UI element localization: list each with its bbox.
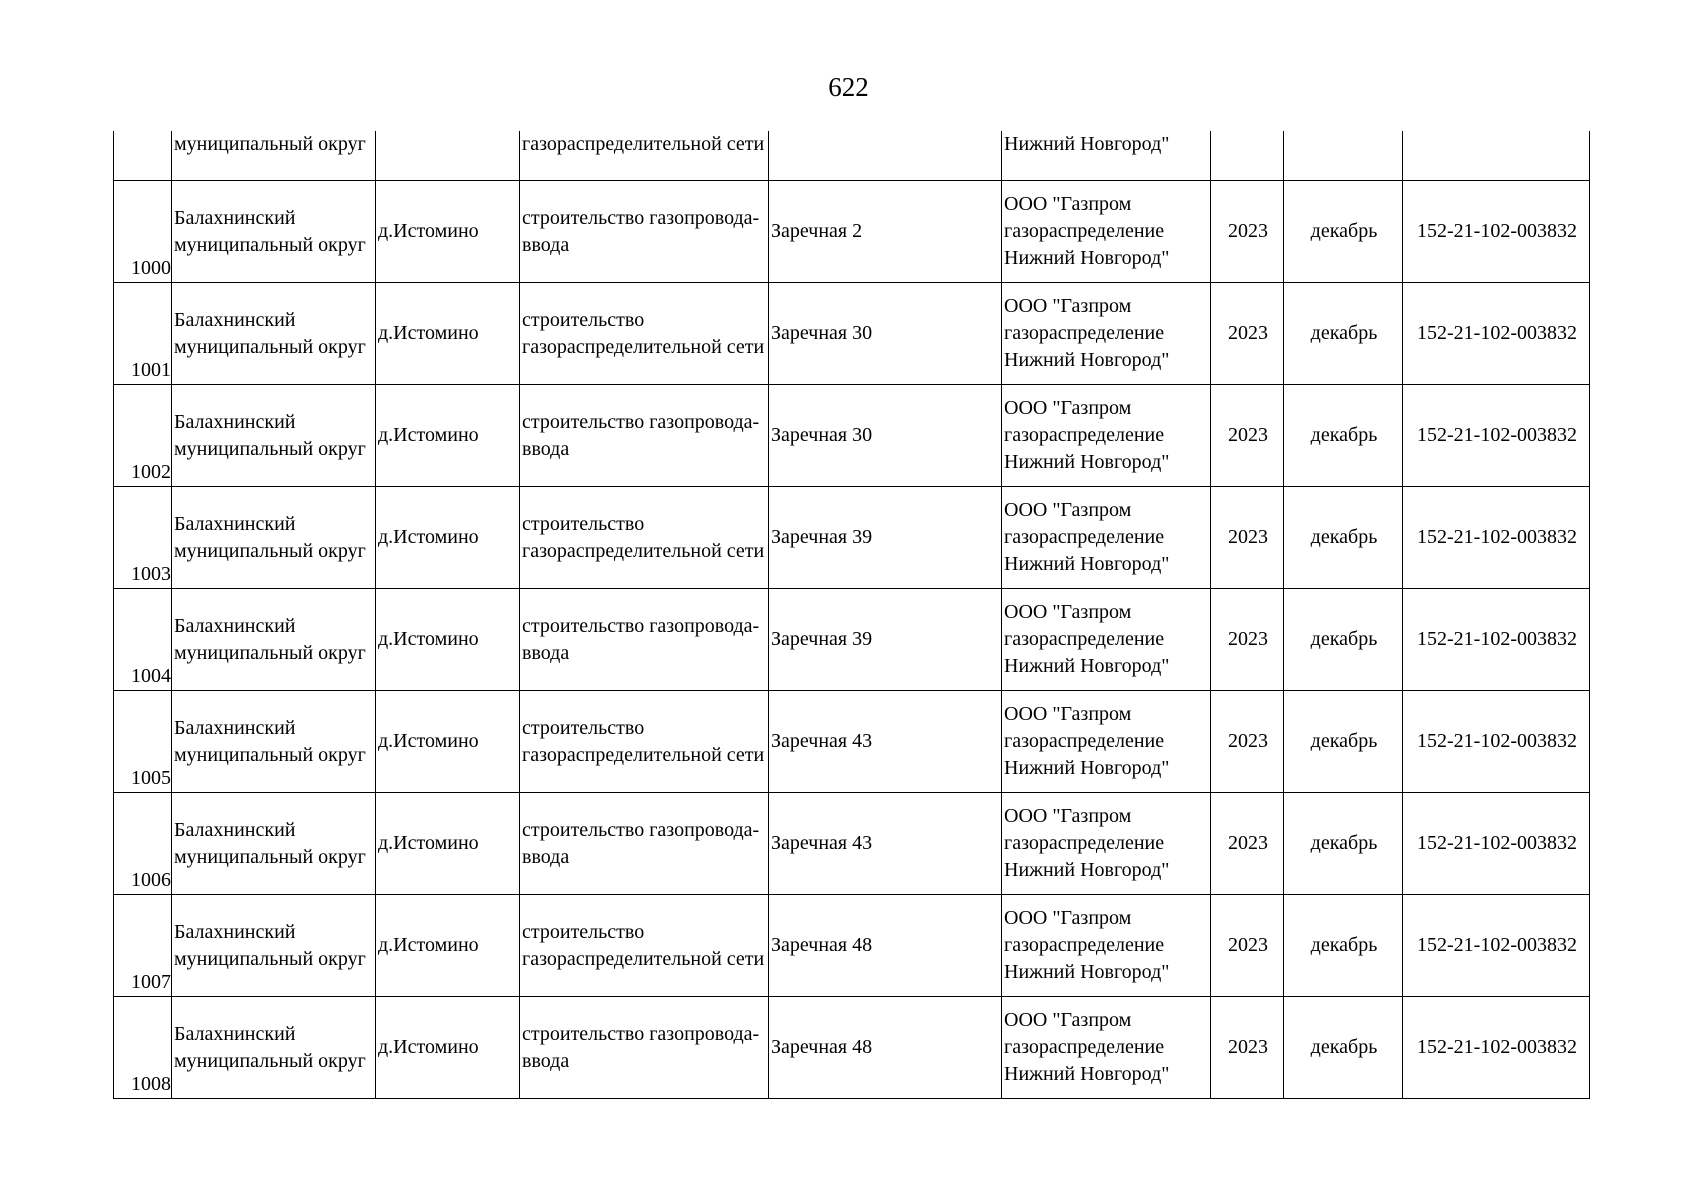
org-line-3: Нижний Новгород" (1004, 757, 1170, 779)
cell-org: Нижний Новгород" (1002, 131, 1211, 181)
cell-num: 1006 (114, 793, 172, 895)
cell-place: д.Истомино (376, 487, 520, 589)
cell-address: Заречная 48 (769, 895, 1002, 997)
cell-year: 2023 (1211, 487, 1284, 589)
work-line-2: газораспределительной сети (522, 539, 765, 562)
cell-year: 2023 (1211, 283, 1284, 385)
cell-place: д.Истомино (376, 181, 520, 283)
work-line-2: ввода (522, 233, 570, 256)
cell-month (1284, 131, 1403, 181)
continuation-row (114, 131, 1590, 181)
district-line-2: муниципальный округ (174, 335, 366, 358)
cell-code: 152-21-102-003832 (1403, 895, 1590, 997)
cell-code: 152-21-102-003832 (1403, 181, 1590, 283)
cell-year: 2023 (1211, 181, 1284, 283)
cell-num: 1002 (114, 385, 172, 487)
org-line-3: Нижний Новгород" (1004, 349, 1170, 371)
cell-month: декабрь (1284, 997, 1403, 1099)
cell-work (520, 997, 769, 1099)
cell-address: Заречная 39 (769, 589, 1002, 691)
cell-year: 2023 (1211, 997, 1284, 1099)
org-line-3: Нижний Новгород" (1004, 859, 1170, 881)
work-line-2: ввода (522, 845, 570, 868)
org-line-1: ООО "Газпром (1004, 703, 1132, 725)
cell-month: декабрь (1284, 385, 1403, 487)
cell-address: Заречная 43 (769, 691, 1002, 793)
cell-month: декабрь (1284, 793, 1403, 895)
cell-district (172, 589, 376, 691)
district-line-1: Балахнинский (174, 818, 296, 841)
table-row (114, 181, 1590, 283)
work-line-1: строительство (522, 512, 645, 535)
work-line-2: ввода (522, 1049, 570, 1072)
table-row (114, 283, 1590, 385)
district-line-1: Балахнинский (174, 512, 296, 535)
cell-org (1002, 589, 1211, 691)
cell-year: 2023 (1211, 691, 1284, 793)
table-row (114, 895, 1590, 997)
cell-work: газораспределительной сети (520, 131, 769, 181)
cell-num: 1005 (114, 691, 172, 793)
table-row (114, 385, 1590, 487)
district-line-2: муниципальный округ (174, 233, 366, 256)
work-line-2: ввода (522, 641, 570, 664)
org-line-1: ООО "Газпром (1004, 1009, 1132, 1031)
district-line-1: Балахнинский (174, 614, 296, 637)
work-line-1: строительство газопровода- (522, 614, 760, 637)
work-line-1: строительство (522, 920, 645, 943)
cell-place (376, 131, 520, 181)
cell-work (520, 181, 769, 283)
table-row (114, 691, 1590, 793)
org-line-1: ООО "Газпром (1004, 499, 1132, 521)
cell-district (172, 691, 376, 793)
cell-work (520, 385, 769, 487)
cell-org (1002, 181, 1211, 283)
cell-month: декабрь (1284, 487, 1403, 589)
org-line-1: ООО "Газпром (1004, 805, 1132, 827)
cell-place: д.Истомино (376, 283, 520, 385)
district-line-1: Балахнинский (174, 308, 296, 331)
org-line-2: газораспределение (1004, 322, 1165, 344)
cell-address: Заречная 48 (769, 997, 1002, 1099)
cell-work (520, 589, 769, 691)
org-line-1: ООО "Газпром (1004, 601, 1132, 623)
cell-code: 152-21-102-003832 (1403, 793, 1590, 895)
org-line-1: ООО "Газпром (1004, 193, 1132, 215)
cell-district (172, 997, 376, 1099)
work-line-2: газораспределительной сети (522, 947, 765, 970)
cell-month: декабрь (1284, 181, 1403, 283)
cell-year: 2023 (1211, 793, 1284, 895)
cell-district (172, 895, 376, 997)
cell-place: д.Истомино (376, 589, 520, 691)
cell-code: 152-21-102-003832 (1403, 487, 1590, 589)
district-line-2: муниципальный округ (174, 437, 366, 460)
org-line-2: газораспределение (1004, 1036, 1165, 1058)
cell-work (520, 793, 769, 895)
cell-month: декабрь (1284, 283, 1403, 385)
district-line-2: муниципальный округ (174, 947, 366, 970)
cell-year: 2023 (1211, 385, 1284, 487)
table-row (114, 487, 1590, 589)
org-line-2: газораспределение (1004, 628, 1165, 650)
work-line-1: строительство газопровода- (522, 206, 760, 229)
cell-district (172, 181, 376, 283)
district-line-1: Балахнинский (174, 206, 296, 229)
cell-month: декабрь (1284, 589, 1403, 691)
district-line-2: муниципальный округ (174, 539, 366, 562)
cell-address: Заречная 43 (769, 793, 1002, 895)
cell-work (520, 487, 769, 589)
district-line-1: Балахнинский (174, 920, 296, 943)
cell-num (114, 131, 172, 181)
cell-work (520, 895, 769, 997)
cell-code: 152-21-102-003832 (1403, 691, 1590, 793)
cell-work (520, 691, 769, 793)
cell-district: муниципальный округ (172, 131, 376, 181)
org-line-2: газораспределение (1004, 220, 1165, 242)
org-line-2: газораспределение (1004, 730, 1165, 752)
cell-address: Заречная 2 (769, 181, 1002, 283)
work-line-2: ввода (522, 437, 570, 460)
cell-address: Заречная 39 (769, 487, 1002, 589)
cell-code: 152-21-102-003832 (1403, 997, 1590, 1099)
page-number: 622 (828, 72, 869, 102)
org-line-3: Нижний Новгород" (1004, 451, 1170, 473)
cell-num: 1008 (114, 997, 172, 1099)
work-line-1: строительство (522, 716, 645, 739)
cell-work (520, 283, 769, 385)
cell-num: 1007 (114, 895, 172, 997)
org-line-1: ООО "Газпром (1004, 295, 1132, 317)
work-line-1: строительство (522, 308, 645, 331)
cell-code: 152-21-102-003832 (1403, 283, 1590, 385)
cell-year (1211, 131, 1284, 181)
district-line-1: Балахнинский (174, 410, 296, 433)
org-line-2: газораспределение (1004, 424, 1165, 446)
cell-place: д.Истомино (376, 793, 520, 895)
cell-org (1002, 283, 1211, 385)
district-line-2: муниципальный округ (174, 1049, 366, 1072)
cell-address (769, 131, 1002, 181)
table-row (114, 589, 1590, 691)
cell-org (1002, 793, 1211, 895)
cell-num: 1000 (114, 181, 172, 283)
cell-num: 1003 (114, 487, 172, 589)
org-line-3: Нижний Новгород" (1004, 553, 1170, 575)
table-row (114, 997, 1590, 1099)
cell-code: 152-21-102-003832 (1403, 589, 1590, 691)
work-line-1: строительство газопровода- (522, 1022, 760, 1045)
work-line-2: газораспределительной сети (522, 335, 765, 358)
org-line-1: ООО "Газпром (1004, 907, 1132, 929)
org-line-2: газораспределение (1004, 934, 1165, 956)
registry-table (113, 131, 1590, 1099)
cell-district (172, 385, 376, 487)
cell-org (1002, 385, 1211, 487)
cell-place: д.Истомино (376, 385, 520, 487)
org-line-2: газораспределение (1004, 526, 1165, 548)
cell-address: Заречная 30 (769, 283, 1002, 385)
work-line-1: строительство газопровода- (522, 818, 760, 841)
cell-org (1002, 487, 1211, 589)
org-line-1: ООО "Газпром (1004, 397, 1132, 419)
cell-district (172, 793, 376, 895)
district-line-2: муниципальный округ (174, 845, 366, 868)
work-line-2: газораспределительной сети (522, 743, 765, 766)
cell-num: 1001 (114, 283, 172, 385)
district-line-1: Балахнинский (174, 716, 296, 739)
cell-district (172, 283, 376, 385)
cell-district (172, 487, 376, 589)
cell-month: декабрь (1284, 691, 1403, 793)
cell-place: д.Истомино (376, 691, 520, 793)
cell-org (1002, 997, 1211, 1099)
district-line-2: муниципальный округ (174, 641, 366, 664)
district-line-1: Балахнинский (174, 1022, 296, 1045)
table-row (114, 793, 1590, 895)
cell-place: д.Истомино (376, 895, 520, 997)
org-line-3: Нижний Новгород" (1004, 961, 1170, 983)
org-line-2: газораспределение (1004, 832, 1165, 854)
cell-year: 2023 (1211, 589, 1284, 691)
district-line-2: муниципальный округ (174, 743, 366, 766)
cell-month: декабрь (1284, 895, 1403, 997)
cell-org (1002, 895, 1211, 997)
cell-code: 152-21-102-003832 (1403, 385, 1590, 487)
cell-address: Заречная 30 (769, 385, 1002, 487)
cell-place: д.Истомино (376, 997, 520, 1099)
cell-year: 2023 (1211, 895, 1284, 997)
org-line-3: Нижний Новгород" (1004, 655, 1170, 677)
org-line-3: Нижний Новгород" (1004, 247, 1170, 269)
cell-num: 1004 (114, 589, 172, 691)
cell-code (1403, 131, 1590, 181)
org-line-3: Нижний Новгород" (1004, 1063, 1170, 1085)
cell-org (1002, 691, 1211, 793)
work-line-1: строительство газопровода- (522, 410, 760, 433)
